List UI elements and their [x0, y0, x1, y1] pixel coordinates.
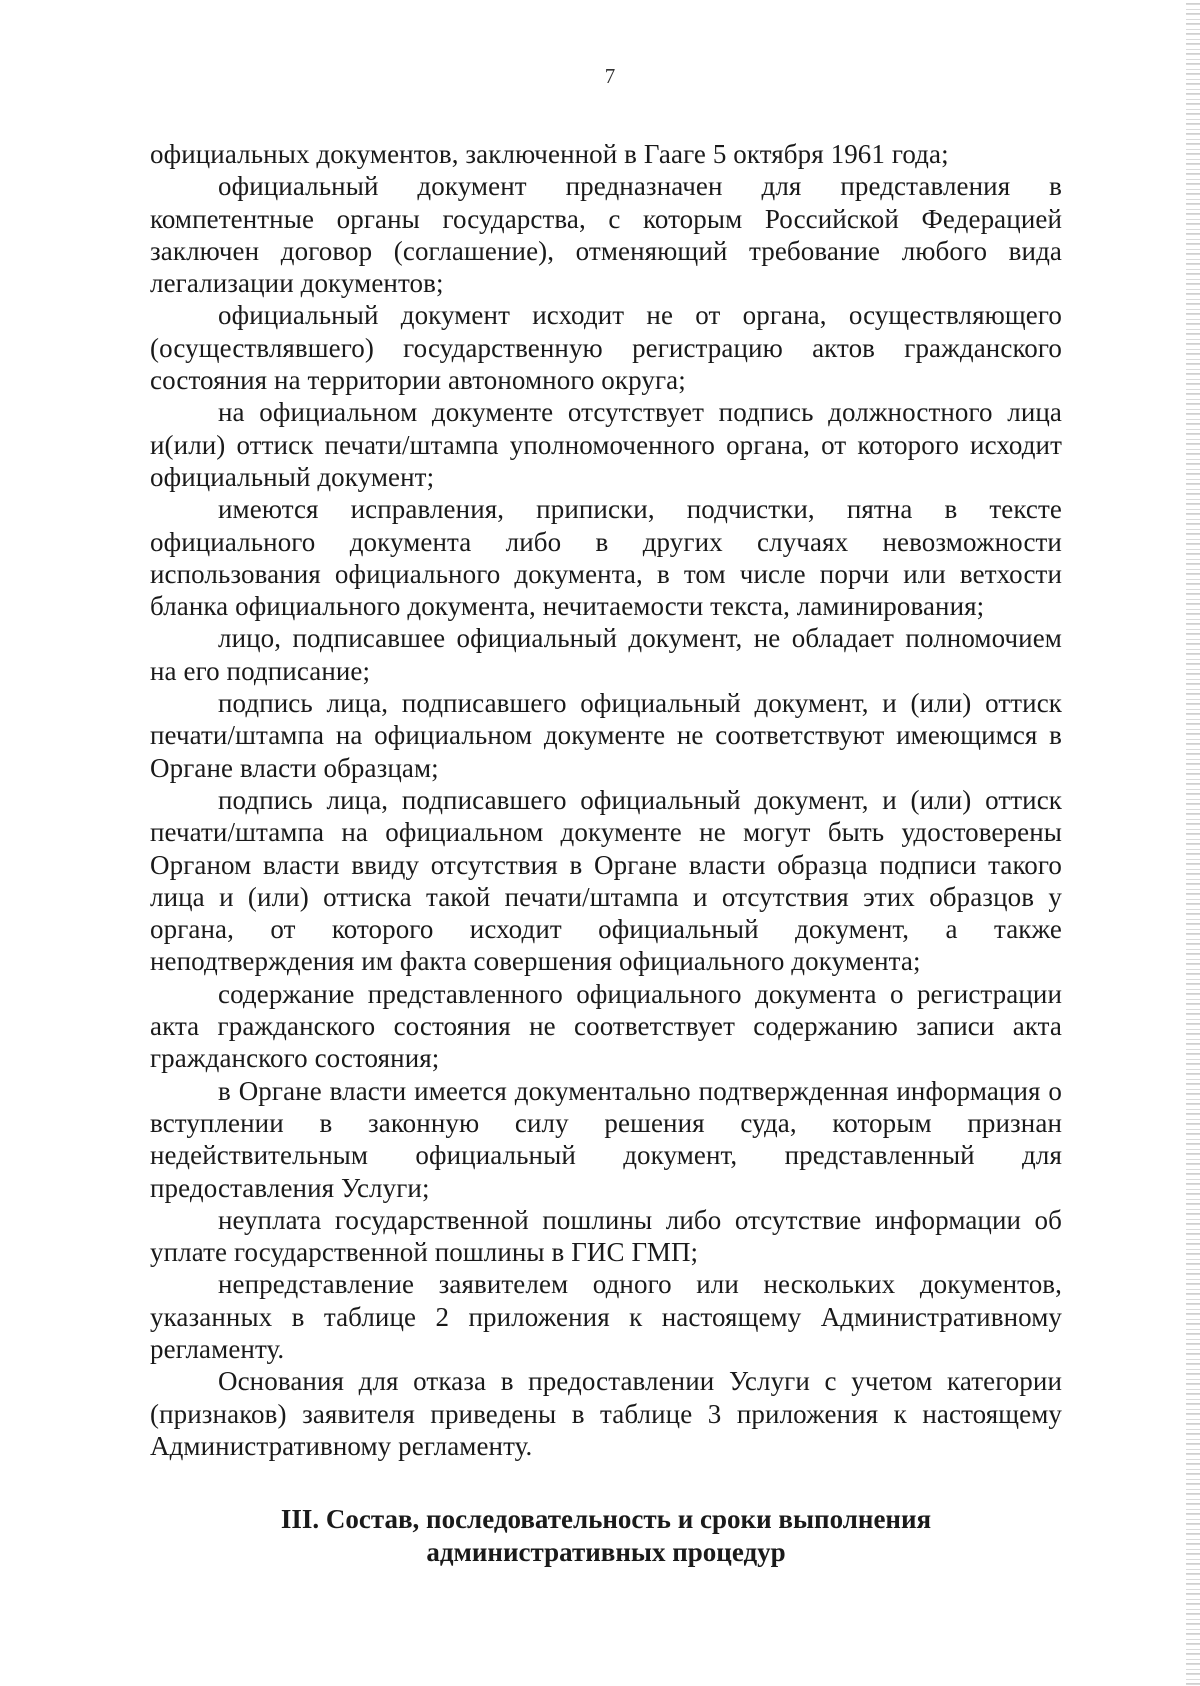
paragraph: подпись лица, подписавшего официальный документ, и (или) оттиск печати/штампа на официальном документе не могут быть удостоверены Органом власти ввиду отсутствия в Органе власти образца подписи такого лица и (или) оттиска такой печати/штампа и отсутствия этих образцов у органа, от которого исходит официальный документ, а также неподтверждения им факта совершения официального документа;	[150, 784, 1062, 977]
section-heading	[150, 1503, 1062, 1569]
paragraph: официальный документ предназначен для представления в компетентные органы государства, с которым Российской Федерацией заключен договор (соглашение), отменяющий требование любого вида легализации документов;	[150, 171, 1062, 299]
paragraph: Основания для отказа в предоставлении Услуги с учетом категории (признаков) заявителя приведены в таблице 3 приложения к настоящему Административному регламенту.	[150, 1366, 1062, 1461]
paragraph: непредставление заявителем одного или нескольких документов, указанных в таблице 2 приложения к настоящему Административному регламенту.	[150, 1269, 1062, 1364]
paragraph: имеются исправления, приписки, подчистки, пятна в тексте официального документа либо в других случаях невозможности использования официального документа, в том числе порчи или ветхости бланка официального документа, нечитаемости текста, ламинирования;	[150, 494, 1062, 622]
paragraph: лицо, подписавшее официальный документ, не обладает полномочием на его подписание;	[150, 623, 1062, 686]
scan-edge-artifact	[1186, 0, 1200, 1686]
paragraph: в Органе власти имеется документально подтвержденная информация о вступлении в законную силу решения суда, которым признан недействительным официальный документ, представленный для предоставления Услуги;	[150, 1075, 1062, 1203]
section-heading-line-2: административных процедур	[426, 1537, 786, 1567]
paragraph-continuation: официальных документов, заключенной в Гааге 5 октября 1961 года;	[150, 139, 949, 169]
document-body	[150, 138, 1062, 1462]
section-heading-line-1: III. Состав, последовательность и сроки выполнения	[280, 1504, 932, 1534]
paragraph: содержание представленного официального документа о регистрации акта гражданского состояния не соответствует содержанию записи акта гражданского состояния;	[150, 978, 1062, 1074]
paragraph: подпись лица, подписавшего официальный документ, и (или) оттиск печати/штампа на официальном документе не соответствуют имеющимся в Органе власти образцам;	[150, 688, 1062, 783]
page-number: 7	[604, 64, 616, 88]
paragraph: на официальном документе отсутствует подпись должностного лица и(или) оттиск печати/штампа уполномоченного органа, от которого исходит официальный документ;	[150, 397, 1062, 492]
paragraph: неуплата государственной пошлины либо отсутствие информации об уплате государственной пошлины в ГИС ГМП;	[150, 1204, 1062, 1268]
paragraph: официальный документ исходит не от органа, осуществляющего (осуществлявшего) государственную регистрацию актов гражданского состояния на территории автономного округа;	[150, 300, 1062, 396]
